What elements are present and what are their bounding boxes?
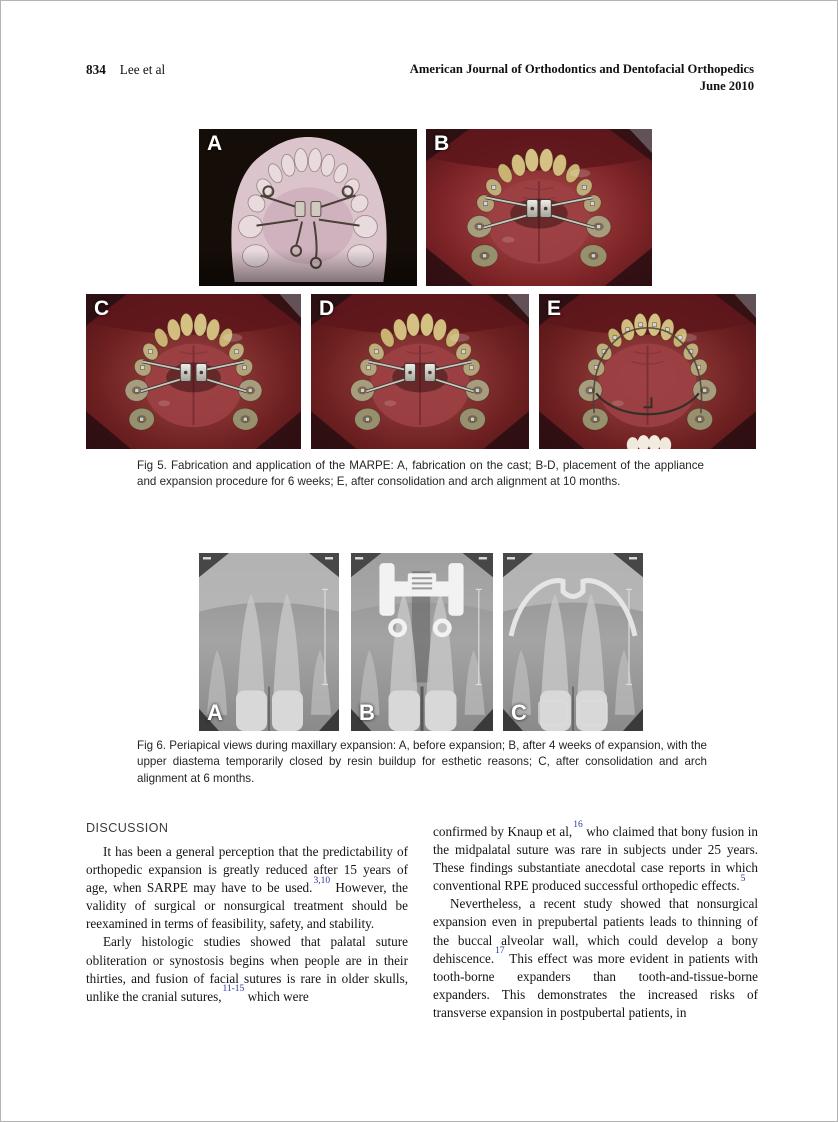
- reference-superscript-link[interactable]: 16: [573, 819, 583, 830]
- fig5-panel-after-consolidation: [539, 294, 756, 449]
- intraoral-photo-image: [539, 294, 756, 449]
- panel-label: E: [547, 297, 562, 320]
- panel-label: A: [207, 132, 223, 155]
- fig5-panel-cast-photo: [199, 129, 417, 286]
- fig5-panel-expansion-late: [311, 294, 529, 449]
- page-number: 834: [86, 62, 106, 77]
- intraoral-photo-image: [426, 129, 652, 286]
- intraoral-photo-image: [86, 294, 301, 449]
- issue-date: June 2010: [699, 79, 754, 93]
- paragraph: confirmed by Knaup et al,$^{16}$ who claimed that bony fusion in the midpalatal suture was rare in subjects under 25 years. These findings substantiate anecdotal case reports in which conventional RPE produced successful orthopedic effects.$^5$: [433, 819, 759, 894]
- reference-superscript-link[interactable]: 3,10: [313, 875, 331, 886]
- fig5-panel-expansion-early: [86, 294, 301, 449]
- panel-label: B: [359, 700, 375, 725]
- paragraph: Early histologic studies showed that palatal suture obliteration or synostosis begins when people are in their thirties, and fusion of facial sutures is rare in older skulls, unlike the cranial sutures,$^{11-15}$ which were: [86, 934, 408, 1004]
- discussion-heading: DISCUSSION: [86, 821, 169, 835]
- fig6-caption: Fig 6. Periapical views during maxillary expansion: A, before expansion; B, after 4 weeks of expansion, with the upper diastema temporarily closed by resin buildup for esthetic reasons; C, after consolidation and arch alignment at 6 months.: [137, 739, 707, 785]
- panel-label: C: [511, 700, 527, 725]
- running-authors: Lee et al: [119, 62, 166, 77]
- fig6-panel-during-expansion: [351, 553, 493, 731]
- fig5-caption: Fig 5. Fabrication and application of the MARPE: A, fabrication on the cast; B-D, placement of the appliance and expansion procedure for 6 weeks; E, after consolidation and arch alignment at 10 months.: [137, 459, 704, 489]
- panel-label: A: [207, 700, 223, 725]
- panel-label: C: [94, 297, 110, 320]
- fig6-panel-before-expansion: [199, 553, 339, 731]
- reference-superscript-link[interactable]: 17: [495, 946, 505, 957]
- fig6-panel-after-consolidation: [503, 553, 643, 731]
- paragraph: It has been a general perception that the predictability of orthopedic expansion is greatly reduced after 15 years of age, when SARPE may have to be used.$^{3,10}$ However, the validity of surgical or nonsurgical treatment should be reexamined in terms of feasibility, safety, and stability.: [86, 844, 408, 932]
- discussion-right-column: [433, 819, 759, 1022]
- cast-photo-image: [199, 129, 417, 286]
- running-head-right: [410, 61, 754, 95]
- reference-superscript-link[interactable]: 5: [740, 873, 746, 884]
- panel-label: D: [319, 297, 335, 320]
- fig5-panel-appliance-placed: [426, 129, 652, 286]
- journal-name: American Journal of Orthodontics and Dentofacial Orthopedics: [409, 62, 754, 76]
- panel-label: B: [434, 132, 450, 155]
- discussion-left-column: [86, 843, 408, 1006]
- running-head-left: [86, 62, 165, 78]
- intraoral-photo-image: [311, 294, 529, 449]
- paragraph: Nevertheless, a recent study showed that nonsurgical expansion even in prepubertal patients leads to thinning of the buccal alveolar wall, which could develop a bony dehiscence.$^{17}$ This effect was more evident in patients with tooth-borne expanders than tooth-and-tissue-borne expanders. This demonstrates the increased risks of transverse expansion in postpubertal patients, in: [433, 896, 758, 1020]
- reference-superscript-link[interactable]: 11-15: [222, 984, 245, 995]
